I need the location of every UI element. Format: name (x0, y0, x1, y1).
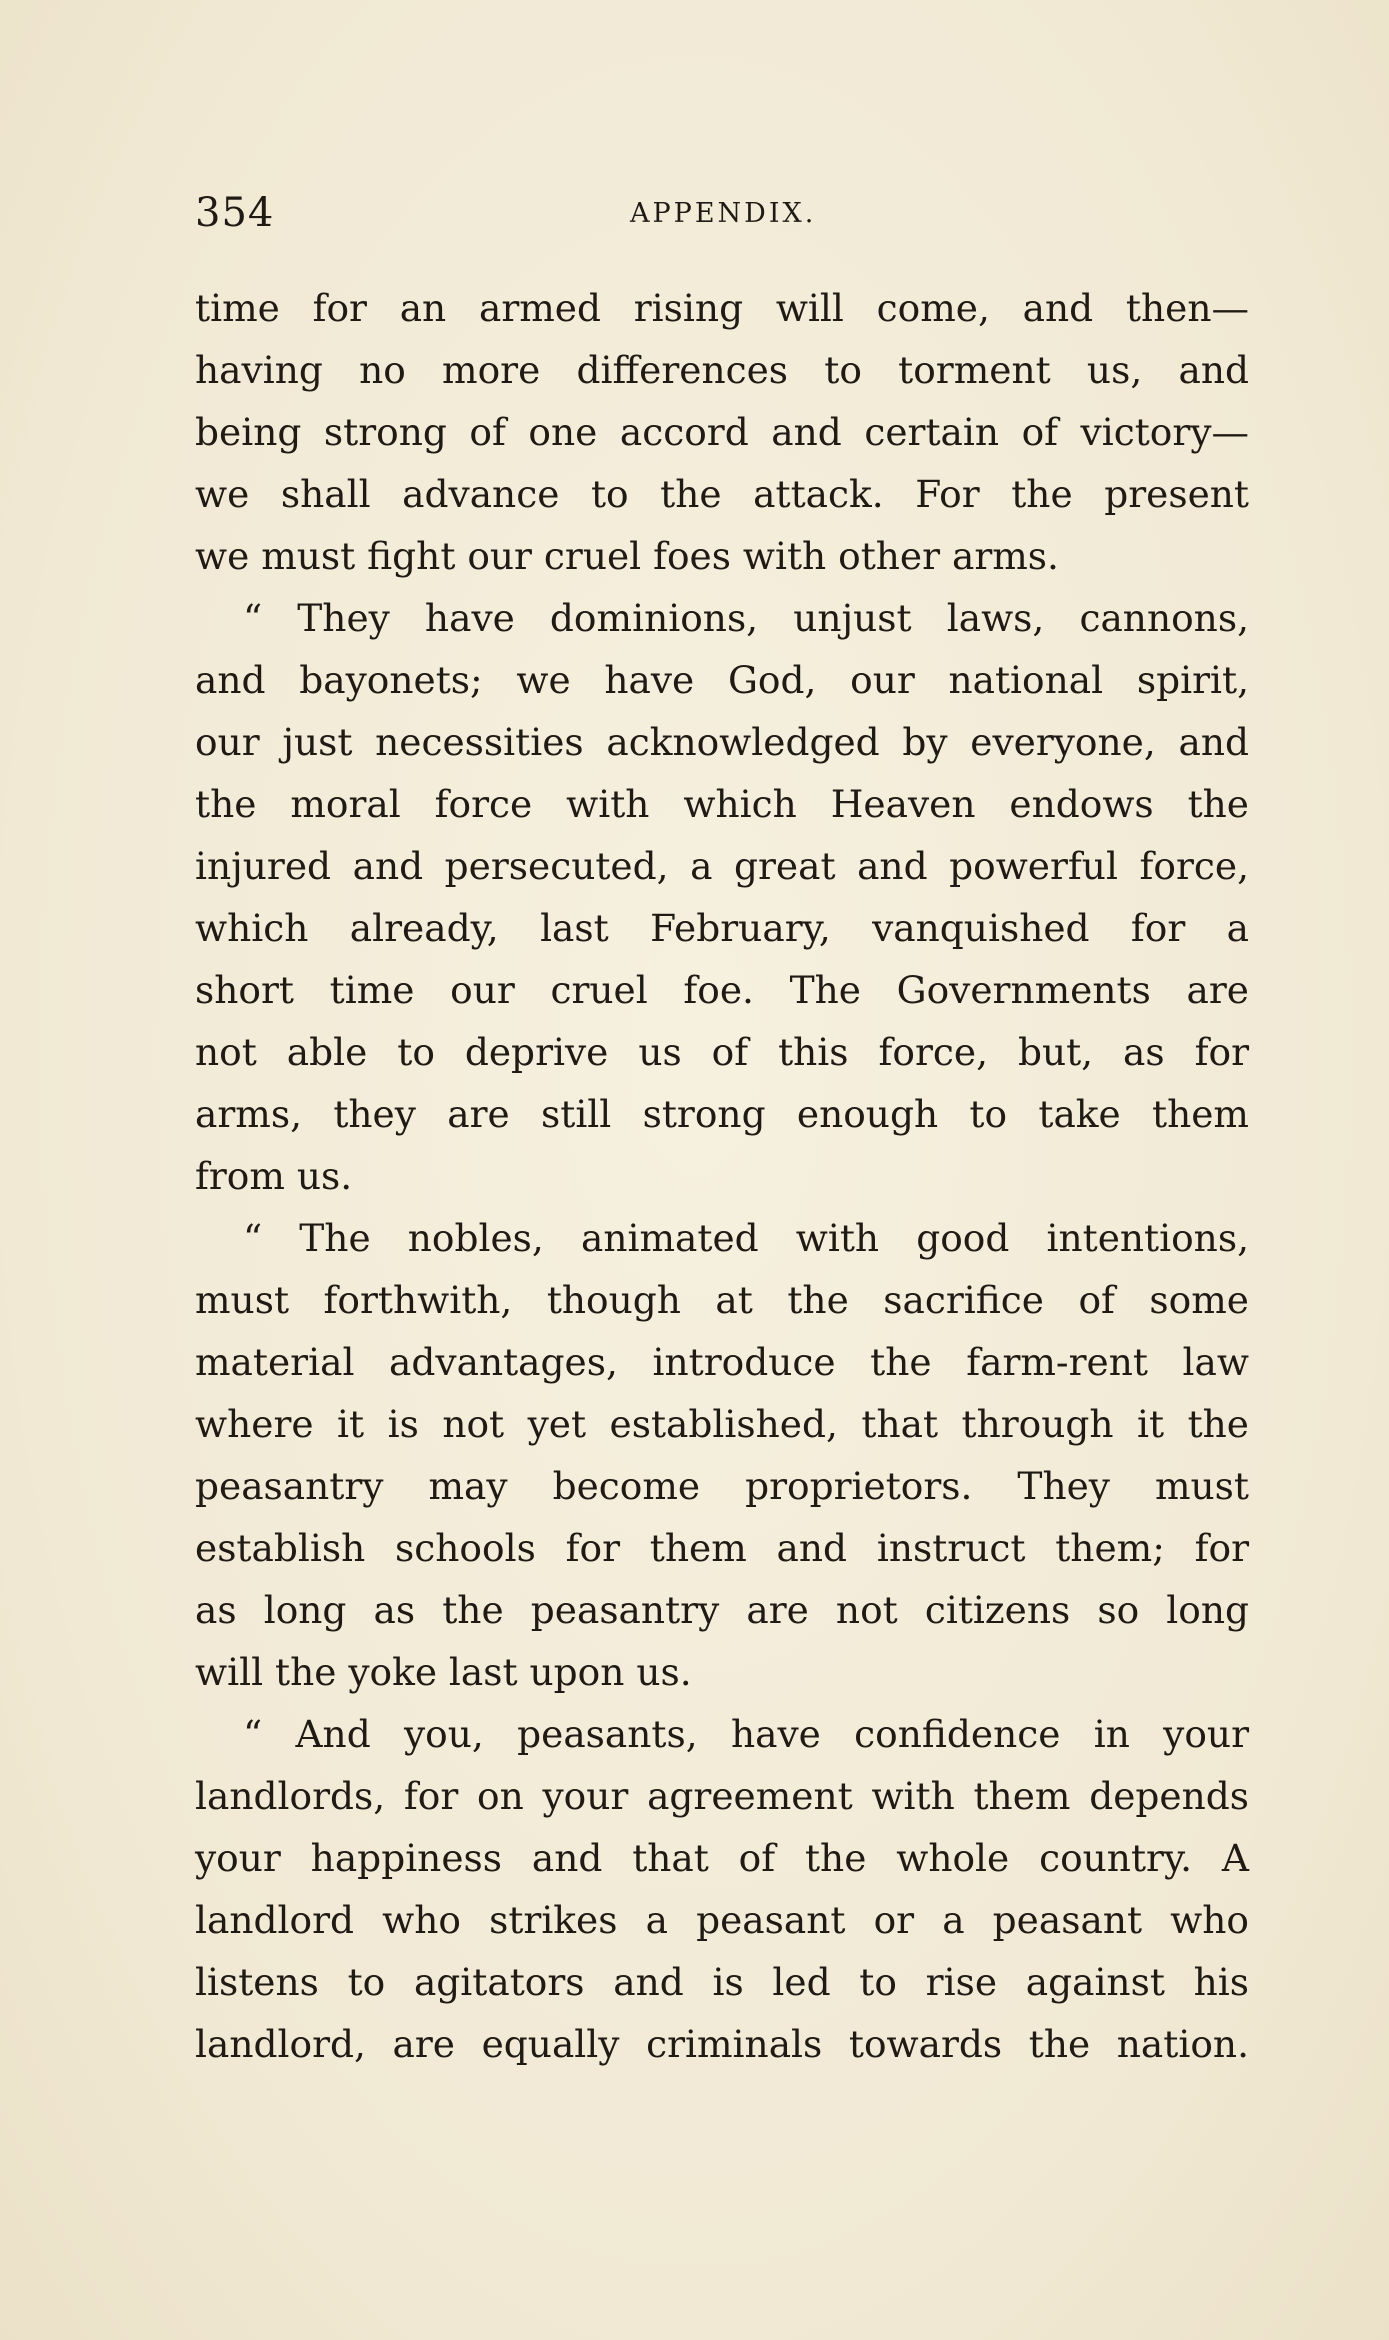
text-line: we shall advance to the attack. For the present (195, 472, 1249, 516)
text-line: landlord who strikes a peasant or a peasant who (195, 1898, 1249, 1942)
text-line: time for an armed rising will come, and then— (195, 286, 1249, 330)
body-text (195, 277, 1249, 2097)
text-line: the moral force with which Heaven endows the (195, 782, 1249, 826)
paragraph-first-line: “ They have dominions, unjust laws, cannons, (243, 596, 1249, 640)
text-line: having no more differences to torment us, and (195, 348, 1249, 392)
text-line: peasantry may become proprietors. They must (195, 1464, 1249, 1508)
text-line: must forthwith, though at the sacrifice of some (195, 1278, 1249, 1322)
running-head: APPENDIX. (630, 198, 817, 229)
page-number: 354 (195, 190, 275, 236)
text-line: being strong of one accord and certain of victory— (195, 410, 1249, 454)
paragraph-first-line: “ The nobles, animated with good intentions, (243, 1216, 1249, 1260)
text-line: our just necessities acknowledged by everyone, and (195, 720, 1249, 764)
text-line: from us. (195, 1154, 353, 1198)
text-line: short time our cruel foe. The Governments are (195, 968, 1249, 1012)
page-header (195, 190, 1235, 240)
text-line: not able to deprive us of this force, but, as for (195, 1030, 1249, 1074)
text-line: material advantages, introduce the farm-rent law (195, 1340, 1249, 1384)
text-line: listens to agitators and is led to rise against his (195, 1960, 1249, 2004)
text-line: as long as the peasantry are not citizens so long (195, 1588, 1249, 1632)
text-line: injured and persecuted, a great and powerful force, (195, 844, 1249, 888)
text-line: and bayonets; we have God, our national spirit, (195, 658, 1249, 702)
text-line: establish schools for them and instruct them; for (195, 1526, 1249, 1570)
text-line: which already, last February, vanquished for a (195, 906, 1249, 950)
text-line: where it is not yet established, that through it the (195, 1402, 1249, 1446)
text-line: landlord, are equally criminals towards the nation. (195, 2022, 1249, 2066)
text-line: landlords, for on your agreement with them depends (195, 1774, 1249, 1818)
text-line: we must fight our cruel foes with other arms. (195, 534, 1059, 578)
text-line: arms, they are still strong enough to take them (195, 1092, 1249, 1136)
text-line: will the yoke last upon us. (195, 1650, 692, 1694)
text-line: your happiness and that of the whole country. A (195, 1836, 1249, 1880)
paragraph-first-line: “ And you, peasants, have confidence in your (243, 1712, 1249, 1756)
